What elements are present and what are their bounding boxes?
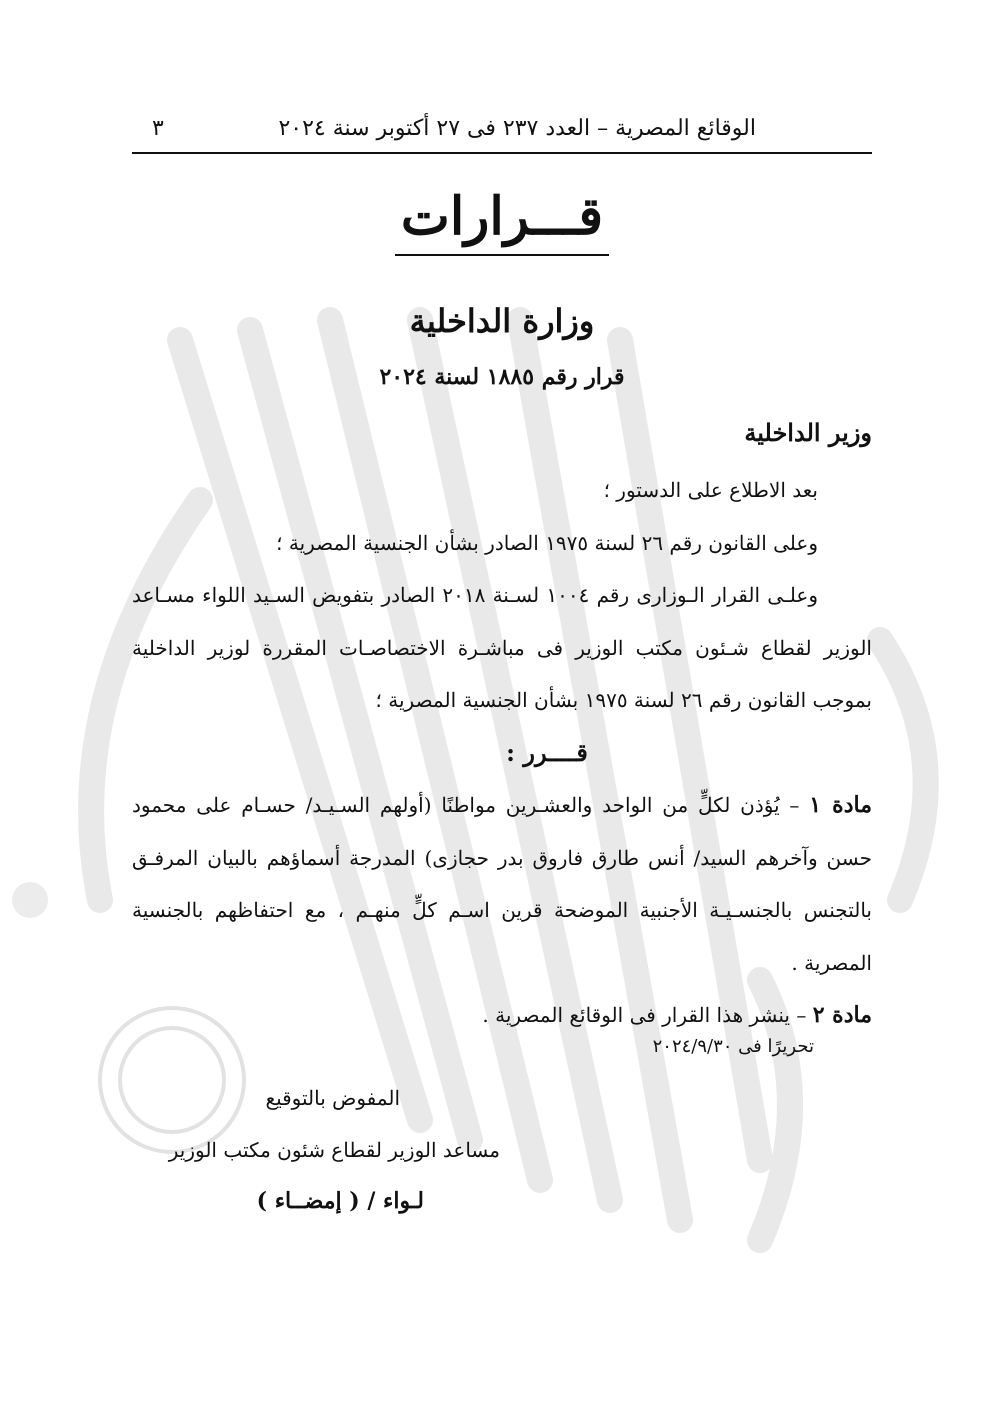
ministry-name: وزارة الداخلية <box>409 302 595 340</box>
page-number: ٣ <box>152 116 164 141</box>
signature-authorized: المفوض بالتوقيع <box>265 1086 400 1110</box>
signature-position: مساعد الوزير لقطاع شئون مكتب الوزير <box>168 1138 500 1162</box>
article-text: – يُؤذن لكلٍّ من الواحد والعشـرين مواطنًا (أولهم السـيـد/ حسـام على محمود حسن وآخرهم السيد/ أنس طارق فاروق بدر حجازى) المدرجة أسماؤهم بالبيان المرفـق بالتجنس بالجنسـيـة الأجنبية الموضحة قرين اسـم كلٍّ منهـم ، مع احتفاظهم بالجنسية المصرية . <box>132 793 872 975</box>
preamble-line: وعلـى القرار الـوزارى رقم ١٠٠٤ لسـنة ٢٠١٨ الصادر بتفويض السـيد اللواء مسـاعد الوزير لقطاع شـئون مكتب الوزير فى مباشـرة الاختصاصـات المقررة لوزير الداخلية بموجب القانون رقم ٢٦ لسنة ١٩٧٥ بشأن الجنسية المصرية ؛ <box>132 583 872 712</box>
issue-date: تحريرًا فى ٢٠٢٤/٩/٣٠ <box>652 1036 814 1057</box>
gazette-header <box>132 112 872 154</box>
article-label: مادة ٢ <box>812 1002 872 1028</box>
decree-body <box>132 464 872 1042</box>
signature-rank: لـواء / ( إمضــاء ) <box>256 1188 424 1214</box>
minister-title: وزير الداخلية <box>744 418 872 447</box>
article-1 <box>132 779 872 989</box>
article-text: – ينشر هذا القرار فى الوقائع المصرية . <box>482 1003 807 1027</box>
section-title-text: قـــرارات <box>395 186 609 256</box>
decided-heading: قــــرر : <box>506 737 588 767</box>
section-title <box>132 186 872 256</box>
document-page <box>132 0 872 1418</box>
article-label: مادة ١ <box>809 792 872 818</box>
preamble-line: وعلى القانون رقم ٢٦ لسنة ١٩٧٥ الصادر بشأن الجنسية المصرية ؛ <box>276 530 818 555</box>
gazette-title: الوقائع المصرية – العدد ٢٣٧ فى ٢٧ أكتوبر سنة ٢٠٢٤ <box>278 116 756 141</box>
preamble-line: بعد الاطلاع على الدستور ؛ <box>603 478 818 502</box>
article-2 <box>132 989 872 1042</box>
decree-number: قرار رقم ١٨٨٥ لسنة ٢٠٢٤ <box>379 364 625 390</box>
